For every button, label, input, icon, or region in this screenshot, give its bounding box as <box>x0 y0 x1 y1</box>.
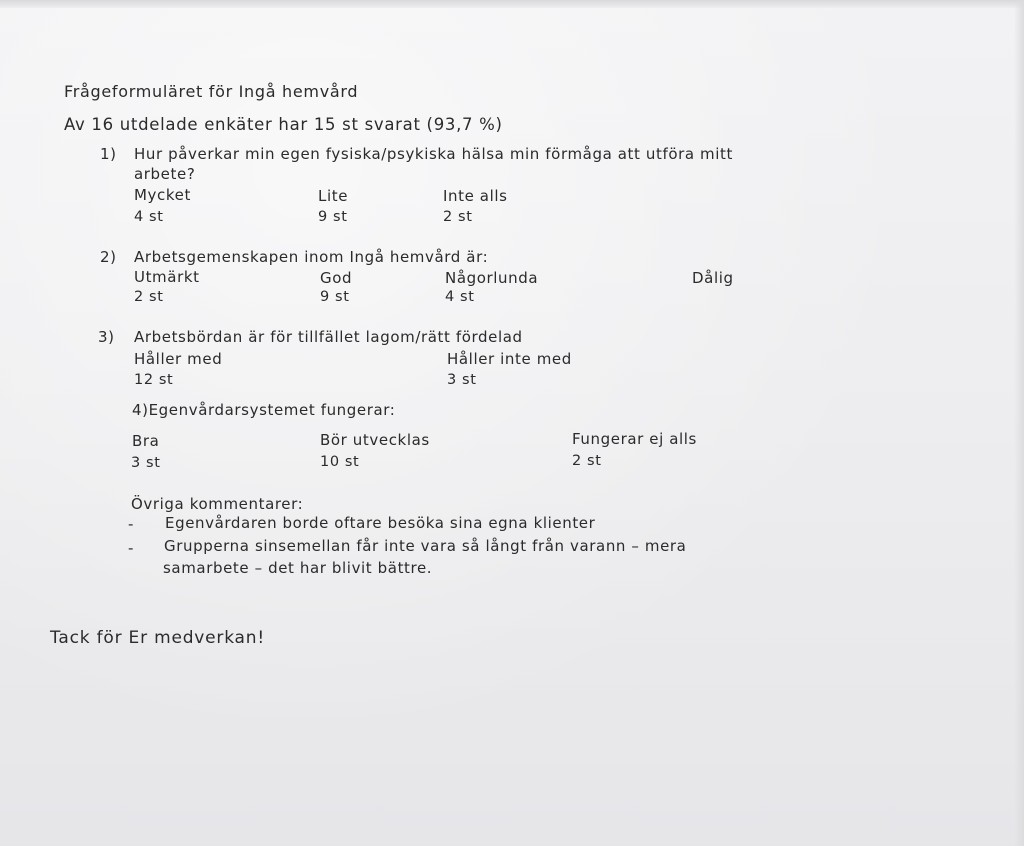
q1-option-label: Lite <box>318 187 349 205</box>
q2-option-label: Dålig <box>692 269 734 287</box>
q3-option-count: 12 st <box>134 372 174 388</box>
question-3-number: 3) <box>98 328 115 346</box>
question-1-text-cont: arbete? <box>134 165 196 183</box>
q1-option-label: Mycket <box>134 186 191 204</box>
question-2-number: 2) <box>100 248 117 266</box>
document-subtitle: Av 16 utdelade enkäter har 15 st svarat (93,7 %) <box>64 115 503 134</box>
q1-option-count: 9 st <box>318 209 348 225</box>
q4-option-label: Fungerar ej alls <box>572 430 697 448</box>
question-1-number: 1) <box>100 145 117 163</box>
q4-option-count: 3 st <box>131 455 161 471</box>
q4-option-label: Bra <box>132 432 160 450</box>
comment-text-cont: samarbete – det har blivit bättre. <box>163 559 433 577</box>
q1-option-count: 4 st <box>134 209 164 225</box>
q1-option-count: 2 st <box>443 209 473 225</box>
question-3-text: Arbetsbördan är för tillfället lagom/rätt fördelad <box>134 328 523 346</box>
q2-option-count: 2 st <box>134 289 164 305</box>
q2-option-count: 4 st <box>445 289 475 305</box>
q3-option-label: Håller inte med <box>447 350 572 368</box>
question-2-text: Arbetsgemenskapen inom Ingå hemvård är: <box>134 248 489 266</box>
closing-text: Tack för Er medverkan! <box>50 628 265 648</box>
q2-option-label: Utmärkt <box>134 268 200 286</box>
paper-top-edge <box>0 0 1024 8</box>
q2-option-count: 9 st <box>320 289 350 305</box>
paper-right-edge <box>1014 0 1024 846</box>
document-title: Frågeformuläret för Ingå hemvård <box>64 82 359 101</box>
comment-text: Grupperna sinsemellan får inte vara så långt från varann – mera <box>164 537 687 555</box>
comment-bullet: - <box>128 515 135 533</box>
comment-text: Egenvårdaren borde oftare besöka sina egna klienter <box>165 514 596 532</box>
q4-option-label: Bör utvecklas <box>320 431 430 449</box>
comments-heading: Övriga kommentarer: <box>131 495 304 513</box>
q1-option-label: Inte alls <box>443 187 508 205</box>
q2-option-label: God <box>320 269 353 287</box>
q3-option-count: 3 st <box>447 372 477 388</box>
question-1-text: Hur påverkar min egen fysiska/psykiska hälsa min förmåga att utföra mitt <box>134 145 733 163</box>
q2-option-label: Någorlunda <box>445 269 539 287</box>
q4-option-count: 10 st <box>320 454 360 470</box>
comment-bullet: - <box>128 539 135 557</box>
q3-option-label: Håller med <box>134 350 223 368</box>
q4-option-count: 2 st <box>572 453 602 469</box>
question-4-text: 4)Egenvårdarsystemet fungerar: <box>132 401 396 419</box>
